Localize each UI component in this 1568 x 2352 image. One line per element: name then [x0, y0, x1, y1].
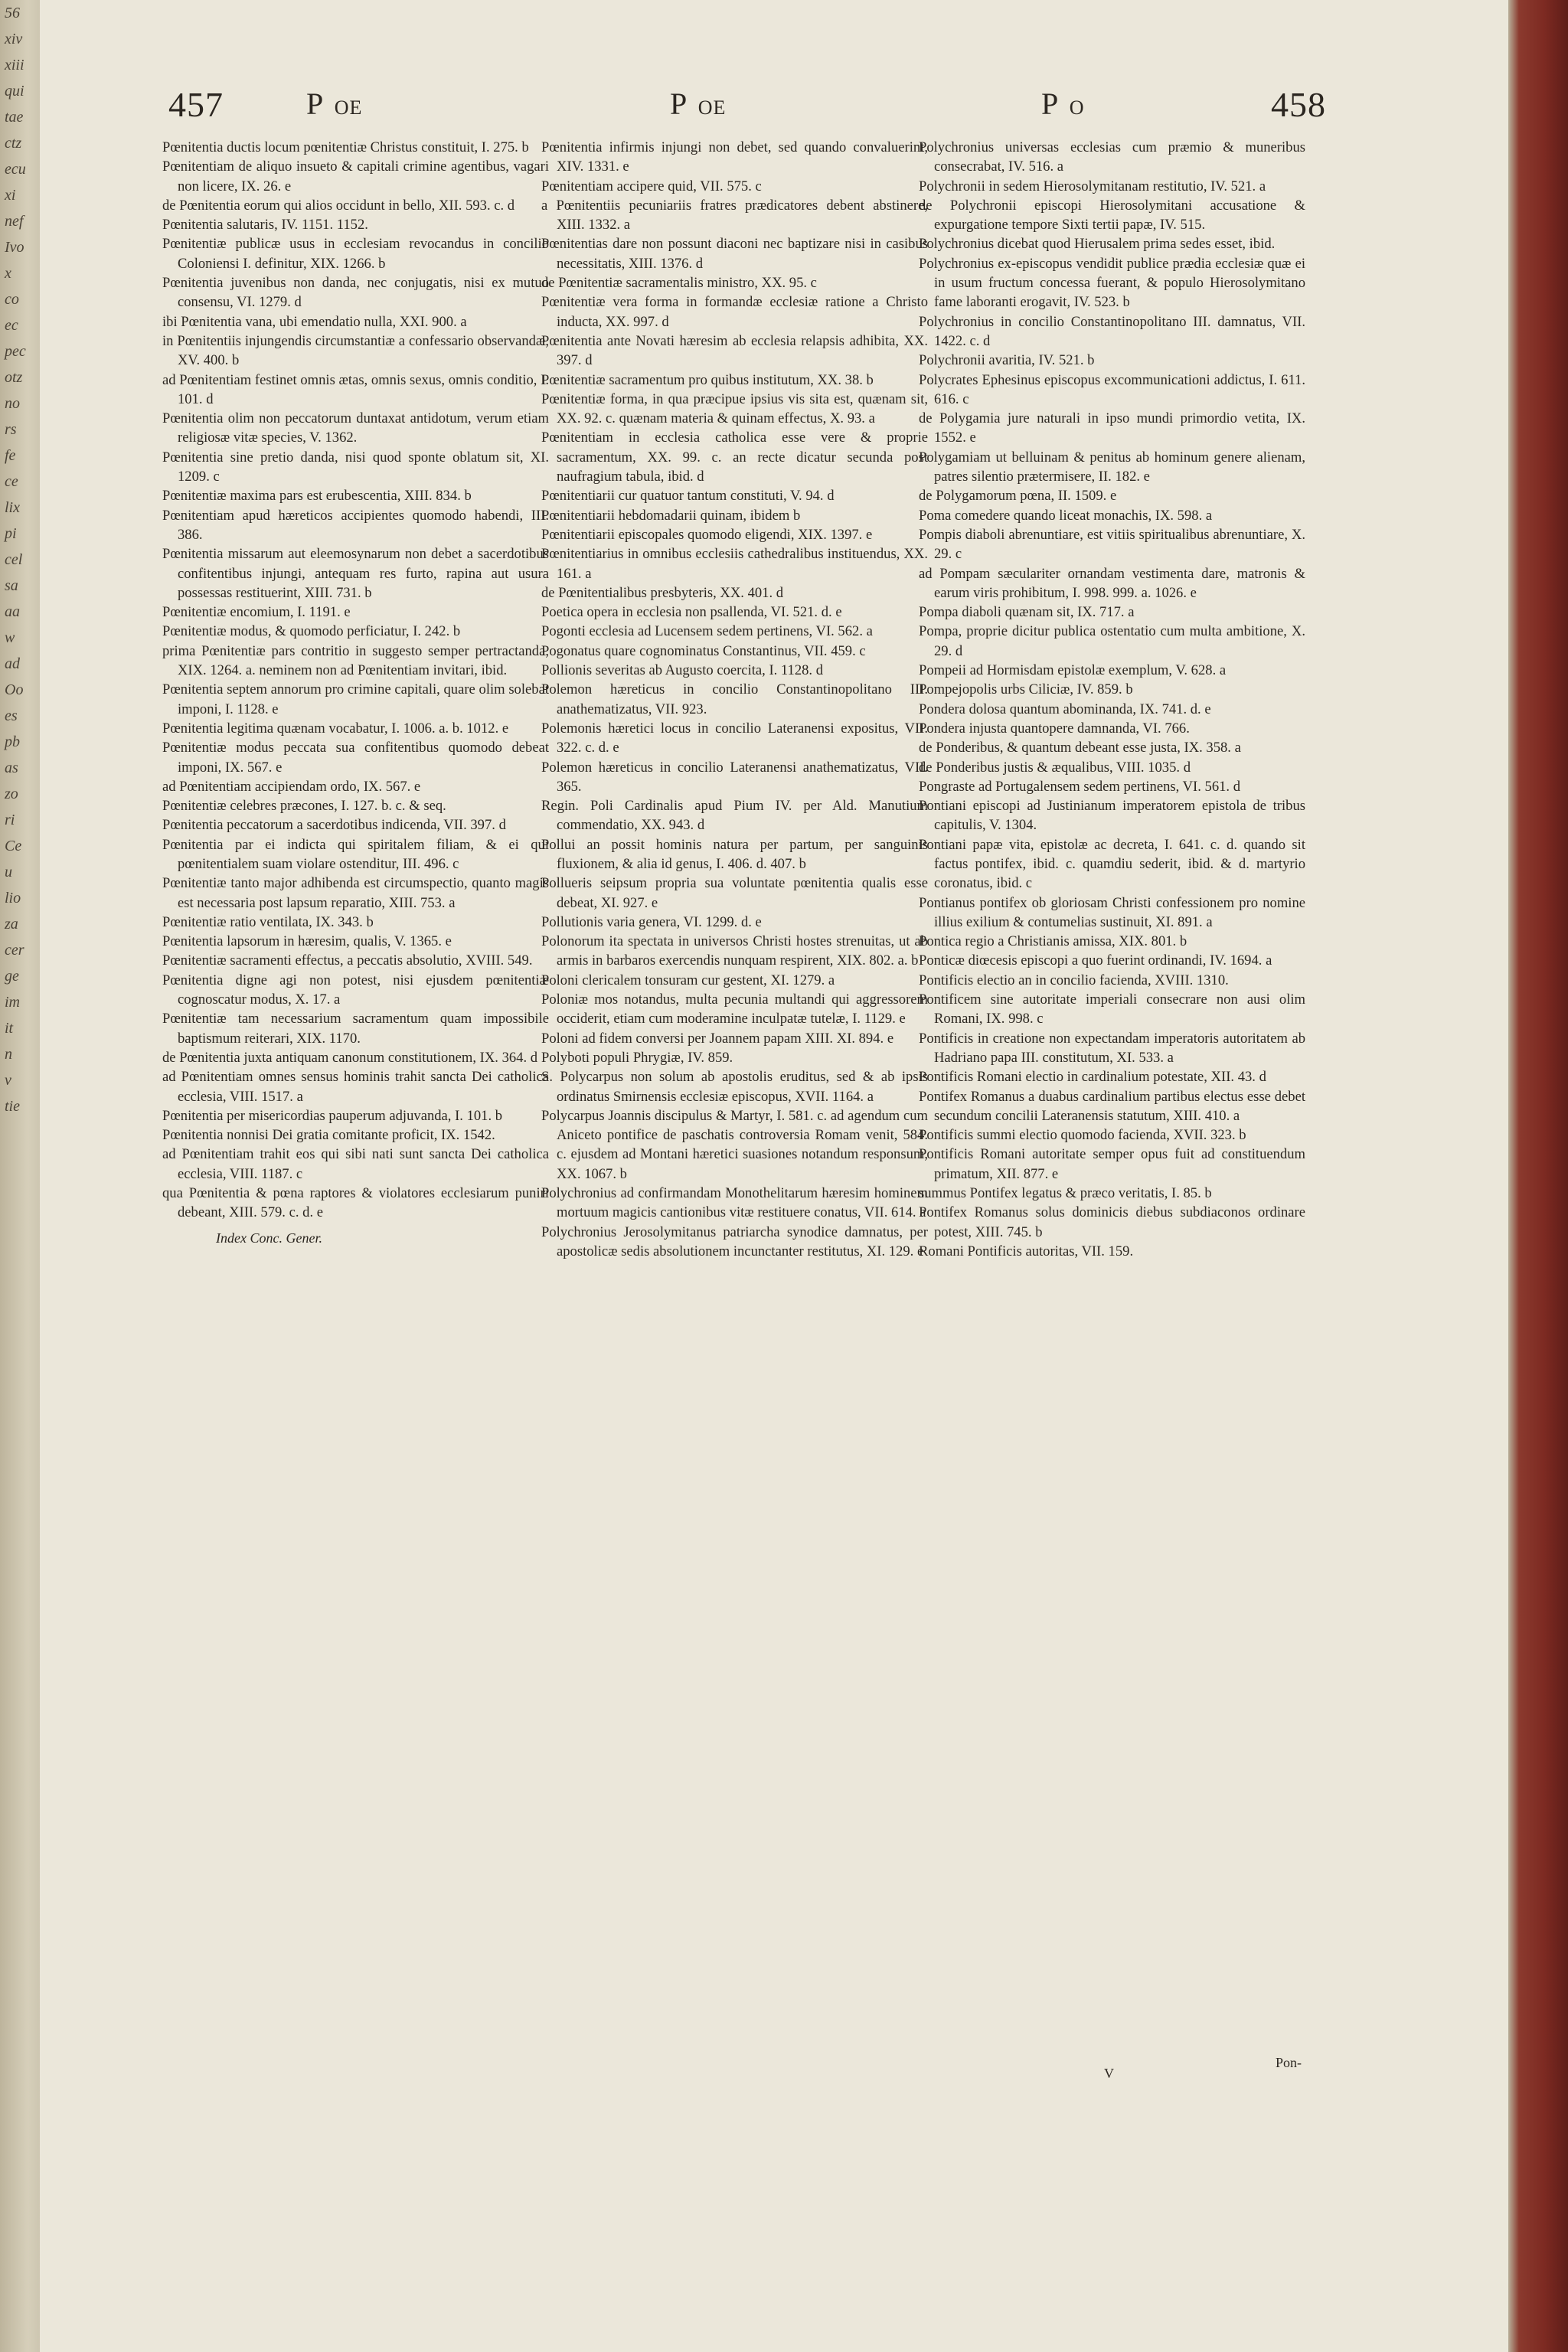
index-entry: Pœnitentiæ sacramenti effectus, a peccatis absolutio, XVIII. 549.	[162, 952, 533, 969]
bleed-fragment: ce	[5, 473, 18, 490]
index-entry: in Pœnitentiis injungendis circumstantiæ a confessario observandæ, XV. 400. b	[162, 332, 549, 369]
index-entry: Poloniæ mos notandus, multa pecunia multandi qui aggressorem occiderit, etiam cum moderamine inculpatæ tutelæ, I. 1129. e	[541, 991, 928, 1027]
bleed-fragment: ec	[5, 317, 18, 334]
index-entry: Pontifex Romanus solus dominicis diebus subdiaconos ordinare potest, XIII. 745. b	[919, 1204, 1305, 1240]
bleed-fragment: im	[5, 994, 20, 1011]
index-entry: Pontificis Romani electio in cardinalium potestate, XII. 43. d	[919, 1069, 1266, 1086]
right-page-number: 458	[1271, 85, 1326, 124]
index-entry: Pœnitentia juvenibus non danda, nec conjugatis, nisi ex mutuo consensu, VI. 1279. d	[162, 275, 549, 311]
index-entry: Pompa diaboli quænam sit, IX. 717. a	[919, 604, 1135, 621]
bleed-fragment: sa	[5, 577, 18, 594]
index-entry: Polycarpus Joannis discipulus & Martyr, I. 581. c. ad agendum cum Aniceto pontifice de paschatis controversia Romam venit, 584. c. ejusdem ad Montani hæretici suasiones notandum responsum, XX. 1067. b	[541, 1107, 928, 1182]
index-column-2	[541, 138, 928, 1261]
index-entry: Pœnitentiam apud hæreticos accipientes quomodo habendi, III. 386.	[162, 507, 549, 543]
index-entry: Polychronius dicebat quod Hierusalem prima sedes esset, ibid.	[919, 236, 1276, 253]
bleed-fragment: za	[5, 916, 18, 933]
index-entry: de Polygamia jure naturali in ipso mundi primordio vetita, IX. 1552. e	[919, 410, 1305, 446]
index-entry: Pœnitentiarii episcopales quomodo eligendi, XIX. 1397. e	[541, 526, 873, 543]
bleed-fragment: ri	[5, 812, 15, 828]
bleed-fragment: as	[5, 760, 18, 776]
index-entry: de Ponderibus, & quantum debeant esse justa, IX. 358. a	[919, 740, 1241, 756]
index-entry: prima Pœnitentiæ pars contritio in suggesto semper pertractanda, XIX. 1264. a. neminem non ad Pœnitentiam invitari, ibid.	[162, 642, 549, 679]
index-entry: Polonorum ita spectata in universos Christi hostes strenuitas, ut ab armis in barbaros exercendis nunquam respirent, XIX. 802. a. b	[541, 933, 928, 969]
index-entry: de Polychronii episcopi Hierosolymitani accusatione & expurgatione tempore Sixti tertii papæ, IV. 515.	[919, 197, 1305, 234]
index-entry: Pœnitentia lapsorum in hæresim, qualis, V. 1365. e	[162, 933, 452, 950]
volume-title-footer: Index Conc. Gener.	[216, 1230, 322, 1246]
bleed-fragment: co	[5, 291, 19, 308]
index-entry: Pompeii ad Hormisdam epistolæ exemplum, V. 628. a	[919, 662, 1227, 679]
index-entry: Ponticæ diœcesis episcopi a quo fuerint ordinandi, IV. 1694. a	[919, 952, 1272, 969]
bleed-fragment: otz	[5, 369, 23, 386]
index-entry: Pompejopolis urbs Ciliciæ, IV. 859. b	[919, 681, 1133, 698]
bleed-fragment: ecu	[5, 161, 26, 178]
bleed-fragment: v	[5, 1072, 11, 1089]
index-entry: Polychronius in concilio Constantinopolitano III. damnatus, VII. 1422. c. d	[919, 313, 1305, 349]
index-entry: Pontificis Romani autoritate semper opus fuit ad constituendum primatum, XII. 877. e	[919, 1146, 1305, 1182]
index-entry: Pontiani papæ vita, epistolæ ac decreta, I. 641. c. d. quando sit factus pontifex, ibid. c. quamdiu sederit, ibid. & d. martyrio coronatus, ibid. c	[919, 836, 1305, 892]
index-entry: Pœnitentia missarum aut eleemosynarum non debet a sacerdotibus confitentibus injungi, antequam res furto, rapina aut usura possessas restituerint, XIII. 731. b	[162, 546, 549, 601]
index-entry: Polygamiam ut belluinam & penitus ab hominum genere alienam, patres silentio prætermisere, II. 182. e	[919, 449, 1305, 485]
bleed-fragment: pec	[5, 343, 26, 360]
index-entry: ad Pœnitentiam festinet omnis ætas, omnis sexus, omnis conditio, I. 101. d	[162, 371, 549, 407]
index-entry: Pontianus pontifex ob gloriosam Christi confessionem pro nomine illius exilium & contumelias sustinuit, XI. 891. a	[919, 894, 1305, 930]
index-entry: Pœnitentiæ sacramentum pro quibus institutum, XX. 38. b	[541, 371, 874, 388]
index-entry: Pœnitentia olim non peccatorum duntaxat antidotum, verum etiam religiosæ vitæ species, V. 1362.	[162, 410, 549, 446]
bleed-fragment: tie	[5, 1098, 20, 1115]
index-entry: ad Pœnitentiam trahit eos qui sibi nati sunt sancta Dei catholica ecclesia, VIII. 1187. c	[162, 1146, 549, 1182]
index-entry: Pontificis in creatione non expectandam imperatoris autoritatem ab Hadriano papa III. constitutum, XI. 533. a	[919, 1030, 1305, 1066]
index-entry: de Pœnitentia eorum qui alios occidunt in bello, XII. 593. c. d	[162, 197, 515, 214]
index-entry: Pœnitentiam accipere quid, VII. 575. c	[541, 178, 762, 194]
index-entry: Pollionis severitas ab Augusto coercita, I. 1128. d	[541, 662, 824, 679]
index-entry: Pondera dolosa quantum abominanda, IX. 741. d. e	[919, 701, 1211, 717]
index-entry: Pœnitentia per misericordias pauperum adjuvanda, I. 101. b	[162, 1107, 503, 1124]
index-entry: Pœnitentia peccatorum a sacerdotibus indicenda, VII. 397. d	[162, 817, 506, 834]
index-entry: Pœnitentia sine pretio danda, nisi quod sponte oblatum sit, XI. 1209. c	[162, 449, 549, 485]
bleed-fragment: x	[5, 265, 11, 282]
index-column-1	[162, 138, 549, 1248]
index-entry: Pompis diaboli abrenuntiare, est vitiis spiritualibus abrenuntiare, X. 29. c	[919, 526, 1305, 563]
bleed-fragment: cer	[5, 942, 24, 959]
bleed-fragment: u	[5, 864, 12, 880]
index-entry: S. Polycarpus non solum ab apostolis eruditus, sed & ab ipsis ordinatus Smirnensis ecclesiæ episcopus, XVII. 1164. a	[541, 1069, 928, 1105]
index-entry: Pœnitentia salutaris, IV. 1151. 1152.	[162, 217, 368, 234]
index-entry: Pollueris seipsum propria sua voluntate pœnitentia qualis esse debeat, XI. 927. e	[541, 875, 928, 911]
bleed-fragment: ge	[5, 968, 19, 985]
index-entry: ad Pœnitentiam omnes sensus hominis trahit sancta Dei catholica ecclesia, VIII. 1517. a	[162, 1069, 549, 1105]
bleed-fragment: ad	[5, 655, 20, 672]
index-entry: Pœnitentiæ modus peccata sua confitentibus quomodo debeat imponi, IX. 567. e	[162, 740, 549, 776]
index-column-3	[919, 138, 1305, 1261]
index-entry: Pœnitentiam de aliquo insueto & capitali crimine agentibus, vagari non licere, IX. 26. e	[162, 158, 549, 194]
bleed-fragment: lix	[5, 499, 20, 516]
index-entry: Pœnitentiam in ecclesia catholica esse vere & proprie sacramentum, XX. 99. c. an recte dicatur secunda post naufragium tabula, ibid. d	[541, 430, 928, 485]
bleed-fragment: xiv	[5, 31, 23, 47]
index-entry: Romani Pontificis autoritas, VII. 159.	[919, 1243, 1134, 1259]
index-entry: Pœnitentiæ maxima pars est erubescentia, XIII. 834. b	[162, 488, 472, 505]
running-head-right: P O	[1041, 87, 1085, 121]
index-entry: Pœnitentia par ei indicta qui spiritalem filiam, & ei qui pœnitentialem suam violare ostenditur, III. 496. c	[162, 836, 549, 872]
bleed-fragment: Oo	[5, 681, 24, 698]
index-entry: Pœnitentia ductis locum pœnitentiæ Christus constituit, I. 275. b	[162, 139, 529, 155]
bleed-fragment: xiii	[5, 57, 24, 74]
index-entry: Pœnitentia septem annorum pro crimine capitali, quare olim solebat imponi, I. 1128. e	[162, 681, 549, 717]
index-entry: Poloni ad fidem conversi per Joannem papam XIII. XI. 894. e	[541, 1030, 894, 1047]
index-entry: de Pœnitentialibus presbyteris, XX. 401. d	[541, 584, 784, 601]
index-entry: Regin. Poli Cardinalis apud Pium IV. per Ald. Manutium commendatio, XX. 943. d	[541, 798, 928, 834]
index-entry: Polyboti populi Phrygiæ, IV. 859.	[541, 1049, 733, 1066]
bleed-fragment: Ivo	[5, 239, 24, 256]
bleed-fragment: xi	[5, 187, 16, 204]
running-head-center: P OE	[670, 87, 727, 121]
index-entry: Pompa, proprie dicitur publica ostentatio cum multa ambitione, X. 29. d	[919, 623, 1305, 659]
index-entry: Pollui an possit hominis natura per partum, per sanguinis fluxionem, & alia id genus, I. 406. d. 407. b	[541, 836, 928, 872]
bleed-fragment: 56	[5, 5, 20, 21]
index-entry: Pœnitentia nonnisi Dei gratia comitante proficit, IX. 1542.	[162, 1127, 495, 1144]
index-entry: summus Pontifex legatus & præco veritatis, I. 85. b	[919, 1185, 1212, 1202]
index-entry: Polemon hæreticus in concilio Lateranensi anathematizatus, VII. 365.	[541, 759, 928, 795]
bleed-fragment: es	[5, 707, 18, 724]
index-entry: Pontificis summi electio quomodo facienda, XVII. 323. b	[919, 1127, 1246, 1144]
index-entry: Polychronii in sedem Hierosolymitanam restitutio, IV. 521. a	[919, 178, 1266, 194]
running-head	[130, 84, 1485, 138]
bleed-fragment: rs	[5, 421, 17, 438]
index-entry: Pœnitentiæ forma, in qua præcipue ipsius vis sita est, quænam sit, XX. 92. c. quænam materia & quinam effectus, X. 93. a	[541, 390, 928, 427]
left-page-number: 457	[168, 85, 224, 124]
bleed-fragment: cel	[5, 551, 23, 568]
index-entry: Pongraste ad Portugalensem sedem pertinens, VI. 561. d	[919, 778, 1241, 795]
index-entry: Pœnitentia legitima quænam vocabatur, I. 1006. a. b. 1012. e	[162, 720, 509, 737]
signature-mark: V	[1104, 2066, 1114, 2081]
index-entry: de Pœnitentiæ sacramentalis ministro, XX. 95. c	[541, 275, 817, 292]
index-entry: Poloni clericalem tonsuram cur gestent, XI. 1279. a	[541, 972, 835, 988]
bleed-fragment: tae	[5, 109, 24, 126]
index-entry: Pœnitentiæ modus, & quomodo perficiatur, I. 242. b	[162, 623, 461, 640]
index-entry: Pœnitentiæ tanto major adhibenda est circumspectio, quanto magis est necessaria post lapsum reparatio, XIII. 753. a	[162, 875, 549, 911]
index-entry: Poma comedere quando liceat monachis, IX. 598. a	[919, 507, 1213, 524]
index-entry: Pœnitentiæ tam necessarium sacramentum quam impossibile baptismum reiterari, XIX. 1170.	[162, 1011, 549, 1047]
running-head-left: P OE	[306, 87, 363, 121]
bleed-fragment: aa	[5, 603, 20, 620]
index-entry: Pontificis electio an in concilio facienda, XVIII. 1310.	[919, 972, 1229, 988]
index-entry: Pogonatus quare cognominatus Constantinus, VII. 459. c	[541, 642, 866, 659]
index-entry: qua Pœnitentia & pœna raptores & violatores ecclesiarum puniri debeant, XIII. 579. c. d. e	[162, 1185, 549, 1221]
bleed-fragment: pb	[5, 733, 20, 750]
index-entry: Pœnitentiæ encomium, I. 1191. e	[162, 604, 351, 621]
index-entry: de Polygamorum pœna, II. 1509. e	[919, 488, 1117, 505]
index-entry: ad Pompam sæculariter ornandam vestimenta dare, matronis & earum viris prohibitum, I. 998. 999. a. 1026. e	[919, 565, 1305, 601]
bleed-fragment: n	[5, 1046, 12, 1063]
index-entry: Pœnitentiæ publicæ usus in ecclesiam revocandus in concilio Coloniensi I. definitur, XIX. 1266. b	[162, 236, 549, 272]
index-entry: Pontifex Romanus a duabus cardinalium partibus electus esse debet secundum concilii Lateranensis statutum, XIII. 410. a	[919, 1088, 1305, 1124]
index-entry: Pœnitentia digne agi non potest, nisi ejusdem pœnitentiæ cognoscatur modus, X. 17. a	[162, 972, 549, 1008]
index-entry: Polycrates Ephesinus episcopus excommunicationi addictus, I. 611. 616. c	[919, 371, 1305, 407]
index-entry: Polychronius Jerosolymitanus patriarcha synodice damnatus, per apostolicæ sedis absolutionem incunctanter restitutus, XI. 129. e	[541, 1223, 928, 1259]
index-entry: Pœnitentiarii hebdomadarii quinam, ibidem b	[541, 507, 801, 524]
index-entry: Pœnitentiarius in omnibus ecclesiis cathedralibus instituendus, XX. 161. a	[541, 546, 928, 582]
index-entry: Polychronius ex-episcopus vendidit publice prædia ecclesiæ quæ ei in usum fructum concessa fuerant, & populo Hierosolymitano fame laboranti erogavit, IV. 523. b	[919, 255, 1305, 311]
bleed-fragment: no	[5, 395, 20, 412]
book-binding-edge	[1508, 0, 1568, 2352]
index-entry: Pontica regio a Christianis amissa, XIX. 801. b	[919, 933, 1187, 950]
index-entry: Polychronius ad confirmandam Monothelitarum hæresim hominem mortuum magicis cantionibus vitæ restituere conatus, VII. 614. a	[541, 1185, 928, 1221]
index-entry: de Ponderibus justis & æqualibus, VIII. 1035. d	[919, 759, 1191, 776]
index-entry: Pollutionis varia genera, VI. 1299. d. e	[541, 913, 762, 930]
page-foot-marks	[942, 2055, 1302, 2081]
bleed-fragment: Ce	[5, 838, 22, 854]
index-entry: Polemonis hæretici locus in concilio Lateranensi expositus, VII. 322. c. d. e	[541, 720, 928, 756]
index-entry: Pœnitentia ante Novati hæresim ab ecclesia relapsis adhibita, XX. 397. d	[541, 332, 928, 369]
bleed-fragment: w	[5, 629, 15, 646]
index-entry: Pœnitentia infirmis injungi non debet, sed quando convaluerint, XIV. 1331. e	[541, 139, 928, 175]
index-entry: Pogonti ecclesia ad Lucensem sedem pertinens, VI. 562. a	[541, 623, 873, 640]
catchword: Pon-	[1275, 2055, 1302, 2070]
index-entry: Pœnitentiæ ratio ventilata, IX. 343. b	[162, 913, 374, 930]
bleed-fragment: qui	[5, 83, 24, 100]
bleed-fragment: it	[5, 1020, 14, 1037]
bleed-fragment: fe	[5, 447, 16, 464]
index-entry: Polychronii avaritia, IV. 521. b	[919, 352, 1095, 369]
index-entry: Polychronius universas ecclesias cum præmio & muneribus consecrabat, IV. 516. a	[919, 139, 1305, 175]
index-entry: Pondera injusta quantopere damnanda, VI. 766.	[919, 720, 1190, 737]
index-entry: ibi Pœnitentia vana, ubi emendatio nulla, XXI. 900. a	[162, 313, 467, 330]
index-entry: Pœnitentiarii cur quatuor tantum constituti, V. 94. d	[541, 488, 835, 505]
facing-page-edge	[0, 0, 40, 2352]
index-entry: Pontiani episcopi ad Justinianum imperatorem epistola de tribus capitulis, V. 1304.	[919, 798, 1305, 834]
index-entry: a Pœnitentiis pecuniariis fratres prædicatores debent abstinere, XIII. 1332. a	[541, 197, 928, 234]
bleed-fragment: lio	[5, 890, 21, 906]
index-entry: Polemon hæreticus in concilio Constantinopolitano III. anathematizatus, VII. 923.	[541, 681, 928, 717]
index-entry: de Pœnitentia juxta antiquam canonum constitutionem, IX. 364. d	[162, 1049, 538, 1066]
bleed-fragment: nef	[5, 213, 24, 230]
index-entry: Pœnitentias dare non possunt diaconi nec baptizare nisi in casibus necessitatis, XIII. 1376. d	[541, 236, 928, 272]
bleed-fragment: ctz	[5, 135, 22, 152]
index-entry: Pontificem sine autoritate imperiali consecrare non ausi olim Romani, IX. 998. c	[919, 991, 1305, 1027]
bleed-fragment: zo	[5, 786, 18, 802]
bleed-fragment: pi	[5, 525, 17, 542]
index-entry: Pœnitentiæ celebres præcones, I. 127. b. c. & seq.	[162, 798, 446, 815]
index-entry: Pœnitentiæ vera forma in formandæ ecclesiæ ratione a Christo inducta, XX. 997. d	[541, 294, 928, 330]
index-entry: Poetica opera in ecclesia non psallenda, VI. 521. d. e	[541, 604, 842, 621]
index-entry: ad Pœnitentiam accipiendam ordo, IX. 567. e	[162, 778, 421, 795]
